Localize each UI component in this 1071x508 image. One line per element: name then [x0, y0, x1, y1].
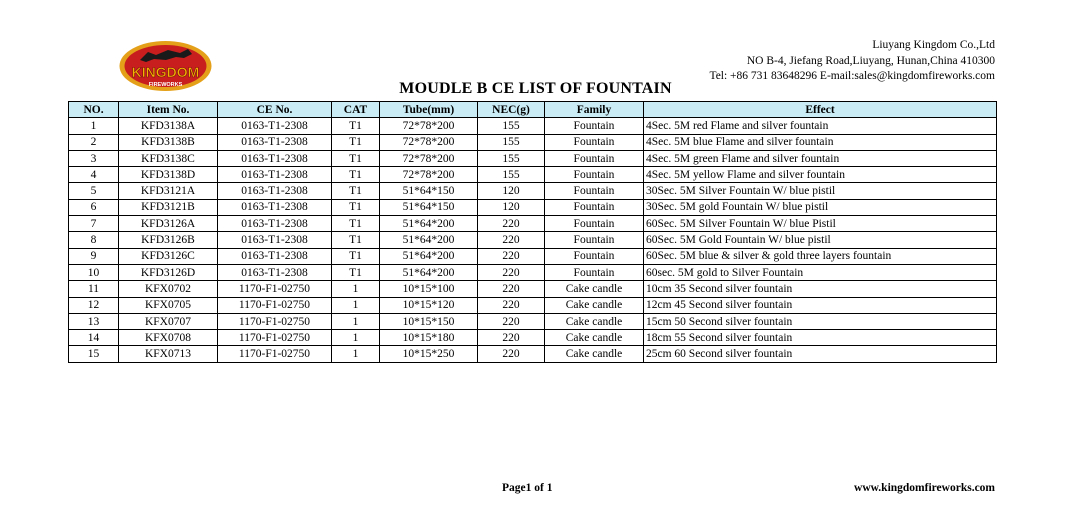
cell-tube: 51*64*200 — [380, 264, 478, 280]
cell-family: Fountain — [545, 232, 644, 248]
cell-item-no: KFX0702 — [119, 281, 218, 297]
cell-effect: 4Sec. 5M yellow Flame and silver fountain — [644, 167, 997, 183]
company-info — [709, 38, 995, 85]
cell-tube: 51*64*200 — [380, 216, 478, 232]
cell-nec: 155 — [478, 134, 545, 150]
cell-item-no: KFD3126A — [119, 216, 218, 232]
table-row — [69, 232, 997, 248]
table-row — [69, 248, 997, 264]
cell-cat: T1 — [332, 199, 380, 215]
product-table — [68, 101, 997, 363]
cell-item-no: KFD3138D — [119, 167, 218, 183]
cell-tube: 72*78*200 — [380, 134, 478, 150]
cell-ce-no: 0163-T1-2308 — [218, 134, 332, 150]
cell-tube: 72*78*200 — [380, 167, 478, 183]
cell-nec: 220 — [478, 346, 545, 362]
cell-family: Cake candle — [545, 346, 644, 362]
table-row — [69, 313, 997, 329]
cell-effect: 30Sec. 5M gold Fountain W/ blue pistil — [644, 199, 997, 215]
cell-effect: 18cm 55 Second silver fountain — [644, 330, 997, 346]
cell-nec: 220 — [478, 281, 545, 297]
cell-ce-no: 0163-T1-2308 — [218, 248, 332, 264]
cell-item-no: KFD3121B — [119, 199, 218, 215]
cell-item-no: KFX0713 — [119, 346, 218, 362]
cell-cat: 1 — [332, 330, 380, 346]
table-row — [69, 118, 997, 134]
cell-family: Fountain — [545, 248, 644, 264]
cell-ce-no: 0163-T1-2308 — [218, 232, 332, 248]
cell-tube: 51*64*150 — [380, 183, 478, 199]
cell-family: Cake candle — [545, 297, 644, 313]
header-ce-no: CE No. — [218, 102, 332, 118]
cell-ce-no: 1170-F1-02750 — [218, 330, 332, 346]
cell-tube: 10*15*250 — [380, 346, 478, 362]
cell-ce-no: 1170-F1-02750 — [218, 313, 332, 329]
cell-nec: 220 — [478, 248, 545, 264]
cell-family: Fountain — [545, 134, 644, 150]
cell-tube: 10*15*180 — [380, 330, 478, 346]
cell-no: 11 — [69, 281, 119, 297]
cell-tube: 10*15*150 — [380, 313, 478, 329]
cell-item-no: KFX0705 — [119, 297, 218, 313]
cell-ce-no: 0163-T1-2308 — [218, 167, 332, 183]
cell-nec: 220 — [478, 232, 545, 248]
cell-ce-no: 0163-T1-2308 — [218, 199, 332, 215]
cell-effect: 60Sec. 5M Gold Fountain W/ blue pistil — [644, 232, 997, 248]
company-contact: Tel: +86 731 83648296 E-mail:sales@kingdomfireworks.com — [709, 70, 995, 82]
cell-cat: 1 — [332, 313, 380, 329]
cell-ce-no: 0163-T1-2308 — [218, 216, 332, 232]
table-row — [69, 264, 997, 280]
cell-ce-no: 1170-F1-02750 — [218, 346, 332, 362]
cell-effect: 60sec. 5M gold to Silver Fountain — [644, 264, 997, 280]
cell-tube: 51*64*200 — [380, 248, 478, 264]
cell-tube: 10*15*100 — [380, 281, 478, 297]
table-row — [69, 183, 997, 199]
logo-subtext: FIREWORKS — [148, 82, 183, 88]
cell-nec: 220 — [478, 330, 545, 346]
table-row — [69, 346, 997, 362]
cell-ce-no: 0163-T1-2308 — [218, 118, 332, 134]
header-family: Family — [545, 102, 644, 118]
cell-cat: T1 — [332, 216, 380, 232]
cell-effect: 60Sec. 5M blue & silver & gold three layers fountain — [644, 248, 997, 264]
header-cat: CAT — [332, 102, 380, 118]
table-row — [69, 281, 997, 297]
cell-cat: T1 — [332, 118, 380, 134]
cell-cat: T1 — [332, 264, 380, 280]
cell-family: Fountain — [545, 264, 644, 280]
cell-nec: 220 — [478, 313, 545, 329]
page-number: Page1 of 1 — [502, 482, 553, 494]
cell-no: 7 — [69, 216, 119, 232]
cell-family: Fountain — [545, 150, 644, 166]
page-title: MOUDLE B CE LIST OF FOUNTAIN — [399, 80, 672, 97]
table-row — [69, 134, 997, 150]
cell-ce-no: 0163-T1-2308 — [218, 264, 332, 280]
cell-tube: 72*78*200 — [380, 150, 478, 166]
cell-tube: 51*64*150 — [380, 199, 478, 215]
cell-family: Cake candle — [545, 313, 644, 329]
header-tube: Tube(mm) — [380, 102, 478, 118]
cell-no: 14 — [69, 330, 119, 346]
header-item-no: Item No. — [119, 102, 218, 118]
header-effect: Effect — [644, 102, 997, 118]
cell-nec: 220 — [478, 216, 545, 232]
logo-text: KINGDOM — [131, 64, 200, 80]
cell-nec: 220 — [478, 297, 545, 313]
cell-nec: 155 — [478, 118, 545, 134]
cell-ce-no: 0163-T1-2308 — [218, 183, 332, 199]
cell-cat: T1 — [332, 150, 380, 166]
cell-effect: 4Sec. 5M red Flame and silver fountain — [644, 118, 997, 134]
cell-family: Fountain — [545, 216, 644, 232]
cell-item-no: KFX0708 — [119, 330, 218, 346]
cell-item-no: KFD3126C — [119, 248, 218, 264]
cell-family: Cake candle — [545, 330, 644, 346]
table-row — [69, 199, 997, 215]
table-row — [69, 216, 997, 232]
cell-tube: 10*15*120 — [380, 297, 478, 313]
cell-family: Fountain — [545, 167, 644, 183]
cell-tube: 72*78*200 — [380, 118, 478, 134]
cell-no: 15 — [69, 346, 119, 362]
cell-tube: 51*64*200 — [380, 232, 478, 248]
cell-cat: T1 — [332, 248, 380, 264]
cell-no: 8 — [69, 232, 119, 248]
cell-no: 2 — [69, 134, 119, 150]
cell-effect: 30Sec. 5M Silver Fountain W/ blue pistil — [644, 183, 997, 199]
cell-effect: 60Sec. 5M Silver Fountain W/ blue Pistil — [644, 216, 997, 232]
cell-item-no: KFD3138A — [119, 118, 218, 134]
table-row — [69, 330, 997, 346]
cell-cat: T1 — [332, 167, 380, 183]
cell-nec: 155 — [478, 150, 545, 166]
cell-effect: 15cm 50 Second silver fountain — [644, 313, 997, 329]
cell-family: Cake candle — [545, 281, 644, 297]
cell-effect: 4Sec. 5M green Flame and silver fountain — [644, 150, 997, 166]
cell-ce-no: 1170-F1-02750 — [218, 297, 332, 313]
cell-cat: T1 — [332, 232, 380, 248]
company-name: Liuyang Kingdom Co.,Ltd — [872, 39, 995, 51]
cell-item-no: KFD3126D — [119, 264, 218, 280]
cell-nec: 155 — [478, 167, 545, 183]
footer-website: www.kingdomfireworks.com — [854, 482, 995, 494]
table-row — [69, 167, 997, 183]
cell-ce-no: 0163-T1-2308 — [218, 150, 332, 166]
cell-family: Fountain — [545, 199, 644, 215]
cell-effect: 12cm 45 Second silver fountain — [644, 297, 997, 313]
cell-cat: 1 — [332, 297, 380, 313]
cell-nec: 120 — [478, 199, 545, 215]
cell-item-no: KFX0707 — [119, 313, 218, 329]
cell-cat: 1 — [332, 346, 380, 362]
header-nec: NEC(g) — [478, 102, 545, 118]
cell-cat: T1 — [332, 134, 380, 150]
cell-nec: 220 — [478, 264, 545, 280]
company-address: NO B-4, Jiefang Road,Liuyang, Hunan,China 410300 — [746, 54, 995, 67]
header-no: NO. — [69, 102, 119, 118]
cell-family: Fountain — [545, 183, 644, 199]
cell-family: Fountain — [545, 118, 644, 134]
cell-no: 3 — [69, 150, 119, 166]
cell-cat: T1 — [332, 183, 380, 199]
cell-no: 5 — [69, 183, 119, 199]
cell-no: 1 — [69, 118, 119, 134]
table-row — [69, 150, 997, 166]
cell-no: 9 — [69, 248, 119, 264]
cell-cat: 1 — [332, 281, 380, 297]
cell-no: 4 — [69, 167, 119, 183]
cell-ce-no: 1170-F1-02750 — [218, 281, 332, 297]
cell-effect: 25cm 60 Second silver fountain — [644, 346, 997, 362]
cell-item-no: KFD3126B — [119, 232, 218, 248]
cell-no: 12 — [69, 297, 119, 313]
cell-item-no: KFD3121A — [119, 183, 218, 199]
table-row — [69, 297, 997, 313]
cell-nec: 120 — [478, 183, 545, 199]
cell-effect: 4Sec. 5M blue Flame and silver fountain — [644, 134, 997, 150]
table-header-row — [69, 102, 997, 118]
cell-no: 10 — [69, 264, 119, 280]
cell-no: 13 — [69, 313, 119, 329]
cell-no: 6 — [69, 199, 119, 215]
cell-item-no: KFD3138C — [119, 150, 218, 166]
cell-item-no: KFD3138B — [119, 134, 218, 150]
cell-effect: 10cm 35 Second silver fountain — [644, 281, 997, 297]
